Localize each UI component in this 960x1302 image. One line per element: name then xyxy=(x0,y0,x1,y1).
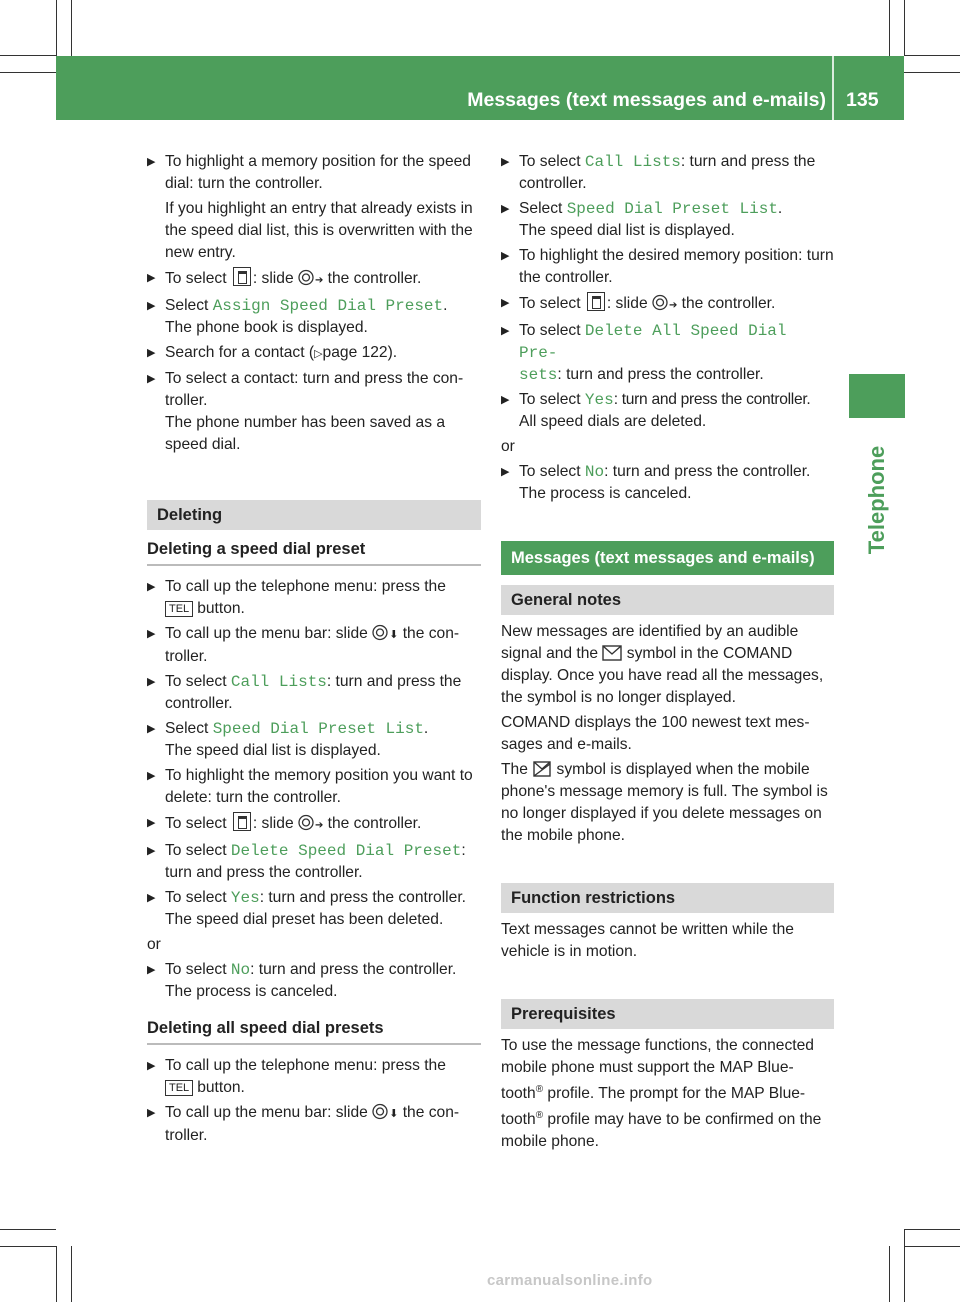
paragraph-text: profile may have to be confirmed on the mobile phone. xyxy=(501,1111,822,1151)
menu-option-code: Call Lists xyxy=(584,153,681,171)
page-number: 135 xyxy=(846,89,879,111)
step-result: The process is canceled. xyxy=(165,983,338,1000)
crop-mark xyxy=(904,72,960,73)
step-arrow-icon: ▶ xyxy=(147,300,156,312)
menu-option-code: Call Lists xyxy=(230,673,327,691)
arrow-right-glyph: ➔ xyxy=(668,300,678,311)
step-text: the controller. xyxy=(677,295,776,312)
step-arrow-icon: ▶ xyxy=(501,203,510,215)
step-text: To select xyxy=(165,842,231,859)
registered-mark: ® xyxy=(535,1110,544,1122)
paragraph-text: New messages are identified by an audible signal and the xyxy=(501,623,799,662)
instruction-step xyxy=(147,765,481,809)
step-text: the controller. xyxy=(323,815,422,832)
crop-mark xyxy=(0,72,56,73)
step-result: The process is canceled. xyxy=(519,485,692,502)
step-text: : turn and press the controller. xyxy=(613,391,811,408)
step-text: the con-troller. xyxy=(165,1104,460,1144)
page-reference-link[interactable]: page 122). xyxy=(322,344,398,361)
step-text: To select a contact: turn and press the con-troller. xyxy=(165,370,464,409)
crop-mark xyxy=(71,0,72,56)
step-arrow-icon: ▶ xyxy=(147,676,156,688)
watermark: carmanualsonline.info xyxy=(487,1272,653,1289)
step-result: The speed dial preset has been deleted. xyxy=(165,911,444,928)
step-text: To select xyxy=(519,153,585,170)
section-heading-messages: Messages (text messages and e-mails) xyxy=(501,541,834,575)
general-notes-paragraph: COMAND displays the 100 newest text mes-sages and e-mails. xyxy=(501,714,810,753)
step-arrow-icon: ▶ xyxy=(501,297,510,309)
crop-mark xyxy=(0,55,56,56)
step-text: . xyxy=(443,297,448,314)
step-text: : turn and press the controller. xyxy=(165,673,462,712)
instruction-step xyxy=(147,1102,481,1147)
instruction-step xyxy=(147,959,481,1003)
step-arrow-icon: ▶ xyxy=(147,817,156,829)
left-column xyxy=(147,151,481,1150)
step-text: : slide xyxy=(252,815,298,832)
crop-mark xyxy=(904,1229,960,1230)
phone-book-icon xyxy=(233,812,251,831)
step-text: Select xyxy=(519,200,567,217)
instruction-step xyxy=(501,320,834,386)
step-text: To select xyxy=(519,295,585,312)
general-notes-paragraph xyxy=(501,759,834,847)
step-text: the con-troller. xyxy=(165,625,460,665)
paragraph-text: The xyxy=(501,761,533,778)
step-result: The phone number has been saved as a speed dial. xyxy=(165,414,446,453)
step-text: : slide xyxy=(606,295,652,312)
controller-slide-right-icon xyxy=(298,814,315,831)
instruction-step xyxy=(147,840,481,884)
instruction-step xyxy=(501,198,834,242)
step-arrow-icon: ▶ xyxy=(147,1107,156,1119)
menu-option-code: Yes xyxy=(584,391,614,409)
instruction-step xyxy=(147,812,481,837)
step-text: Search for a contact ( xyxy=(165,344,315,361)
menu-option-code: sets xyxy=(519,366,558,384)
step-arrow-icon: ▶ xyxy=(501,325,510,337)
menu-option-code: Speed Dial Preset List xyxy=(212,720,424,738)
or-separator: or xyxy=(147,936,161,953)
step-text: . xyxy=(423,720,429,737)
instruction-step xyxy=(147,887,481,931)
instruction-step xyxy=(147,267,481,292)
instruction-step xyxy=(501,389,834,433)
arrow-down-glyph: ⬇ xyxy=(389,629,399,641)
crop-mark xyxy=(56,0,57,56)
instruction-step xyxy=(147,368,481,456)
step-text: button. xyxy=(197,600,245,617)
registered-mark: ® xyxy=(535,1084,544,1095)
menu-option-code: Delete Speed Dial Preset xyxy=(230,842,462,860)
instruction-step xyxy=(147,671,481,715)
controller-slide-down-icon xyxy=(372,624,389,641)
prerequisites-paragraph xyxy=(501,1035,834,1153)
step-text: : turn and press the controller. xyxy=(604,463,811,480)
step-arrow-icon: ▶ xyxy=(147,373,156,385)
step-text: : xyxy=(461,842,466,859)
step-text: turn and press the controller. xyxy=(165,864,363,881)
step-arrow-icon: ▶ xyxy=(501,250,510,262)
step-text: To call up the menu bar: slide xyxy=(165,1104,373,1121)
step-arrow-icon: ▶ xyxy=(147,770,156,782)
step-text: To select xyxy=(165,270,231,287)
step-text: To select xyxy=(165,889,231,906)
step-result: All speed dials are deleted. xyxy=(519,413,707,430)
phone-book-icon xyxy=(233,267,251,286)
step-arrow-icon: ▶ xyxy=(501,466,510,478)
controller-slide-down-icon xyxy=(372,1103,389,1120)
section-heading-prerequisites: Prerequisites xyxy=(501,999,834,1029)
tel-key-icon: TEL xyxy=(165,1080,193,1096)
menu-option-code: Delete All Speed Dial Pre‐ xyxy=(519,322,787,362)
step-arrow-icon: ▶ xyxy=(147,581,156,593)
sub-heading-delete-preset: Deleting a speed dial preset xyxy=(147,538,481,566)
crop-mark xyxy=(904,0,905,56)
general-notes-paragraph xyxy=(501,621,834,709)
step-arrow-icon: ▶ xyxy=(147,272,156,284)
controller-slide-right-icon xyxy=(652,294,669,311)
step-arrow-icon: ▶ xyxy=(501,156,510,168)
step-text: : turn and press the controller. xyxy=(259,889,466,906)
step-text: button. xyxy=(197,1079,245,1096)
step-text: To select xyxy=(165,815,231,832)
arrow-right-glyph: ➔ xyxy=(314,820,324,831)
menu-option-code: No xyxy=(230,961,251,979)
instruction-step xyxy=(147,623,481,668)
step-arrow-icon: ▶ xyxy=(147,628,156,640)
crop-mark xyxy=(0,1229,56,1230)
step-text: To select xyxy=(165,961,231,978)
step-arrow-icon: ▶ xyxy=(147,845,156,857)
paragraph-text: profile. The prompt for the MAP Blue-tooth xyxy=(501,1085,806,1129)
tel-key-icon: TEL xyxy=(165,601,193,617)
arrow-right-glyph: ➔ xyxy=(314,275,324,286)
instruction-step xyxy=(147,295,481,339)
instruction-step xyxy=(147,718,481,762)
arrow-down-glyph: ⬇ xyxy=(389,1108,399,1120)
controller-slide-right-icon xyxy=(298,269,315,286)
paragraph-text: symbol in the COMAND display. Once you have read all the messages, the symbol is no longer displayed. xyxy=(501,645,824,706)
sub-heading-delete-all: Deleting all speed dial presets xyxy=(147,1017,481,1045)
instruction-step xyxy=(147,151,481,195)
instruction-step xyxy=(501,461,834,505)
side-tab-label: Telephone xyxy=(864,445,889,555)
step-arrow-icon: ▶ xyxy=(147,723,156,735)
step-text: To highlight a memory position for the speed dial: turn the controller. xyxy=(165,153,471,192)
crop-mark xyxy=(904,1246,960,1247)
step-result: The phone book is displayed. xyxy=(165,319,368,336)
restrictions-paragraph: Text messages cannot be written while the vehicle is in motion. xyxy=(501,921,794,960)
instruction-step xyxy=(147,576,481,620)
step-arrow-icon: ▶ xyxy=(147,964,156,976)
step-result: The speed dial list is displayed. xyxy=(165,742,381,759)
page-header-title: Messages (text messages and e-mails) xyxy=(467,89,826,111)
menu-option-code: Speed Dial Preset List xyxy=(566,200,778,218)
step-result: The speed dial list is displayed. xyxy=(519,222,735,239)
paragraph-text: symbol is displayed when the mobile phone's message memory is full. The symbol is no longer displayed if you delete messages on the mobile phone. xyxy=(501,761,828,844)
page-ref-triangle-icon: ▷ xyxy=(314,348,323,360)
step-arrow-icon: ▶ xyxy=(501,394,510,406)
step-text: Select xyxy=(165,297,213,314)
step-text: To highlight the memory position you want to delete: turn the controller. xyxy=(165,767,473,806)
envelope-full-icon xyxy=(532,761,552,777)
step-text: : turn and press the controller. xyxy=(557,366,764,383)
step-text: To call up the telephone menu: press the xyxy=(165,578,446,595)
section-heading-deleting: Deleting xyxy=(147,500,481,530)
paragraph-text: To use the message functions, the connected mobile phone must support the MAP Blue-tooth xyxy=(501,1037,814,1103)
step-note: If you highlight an entry that already exists in the speed dial list, this is overwritten with the new entry. xyxy=(165,200,473,261)
crop-mark xyxy=(0,1246,56,1247)
crop-mark xyxy=(56,1246,57,1302)
instruction-step xyxy=(147,1055,481,1099)
step-text: To call up the menu bar: slide xyxy=(165,625,373,642)
crop-mark xyxy=(904,55,960,56)
phone-book-icon xyxy=(587,292,605,311)
step-text: To highlight the desired memory position: turn the controller. xyxy=(519,247,834,286)
header-divider xyxy=(832,56,834,120)
instruction-step xyxy=(501,151,834,195)
menu-option-code: Yes xyxy=(230,889,260,907)
menu-option-code: No xyxy=(584,463,605,481)
instruction-step xyxy=(501,245,834,289)
step-text: the controller. xyxy=(323,270,422,287)
instruction-step xyxy=(147,342,481,365)
crop-mark xyxy=(889,0,890,56)
step-text: To select xyxy=(519,463,585,480)
step-text: To select xyxy=(519,391,585,408)
menu-option-code: Assign Speed Dial Preset xyxy=(212,297,444,315)
side-tab-marker xyxy=(849,374,905,418)
step-arrow-icon: ▶ xyxy=(147,892,156,904)
step-text: To select xyxy=(165,673,231,690)
step-text: : turn and press the controller. xyxy=(519,153,816,192)
step-text: To call up the telephone menu: press the xyxy=(165,1057,446,1074)
section-heading-function-restrictions: Function restrictions xyxy=(501,883,834,913)
instruction-step xyxy=(501,292,834,317)
step-text: Select xyxy=(165,720,213,737)
step-text: . xyxy=(777,200,783,217)
right-column xyxy=(501,151,834,1156)
envelope-icon xyxy=(602,645,622,661)
step-text: : slide xyxy=(252,270,298,287)
step-arrow-icon: ▶ xyxy=(147,1060,156,1072)
step-text: : turn and press the controller. xyxy=(250,961,457,978)
step-arrow-icon: ▶ xyxy=(147,347,156,359)
step-arrow-icon: ▶ xyxy=(147,156,156,168)
section-heading-general-notes: General notes xyxy=(501,585,834,615)
step-text: To select xyxy=(519,322,585,339)
crop-mark xyxy=(71,1246,72,1302)
or-separator: or xyxy=(501,438,515,455)
